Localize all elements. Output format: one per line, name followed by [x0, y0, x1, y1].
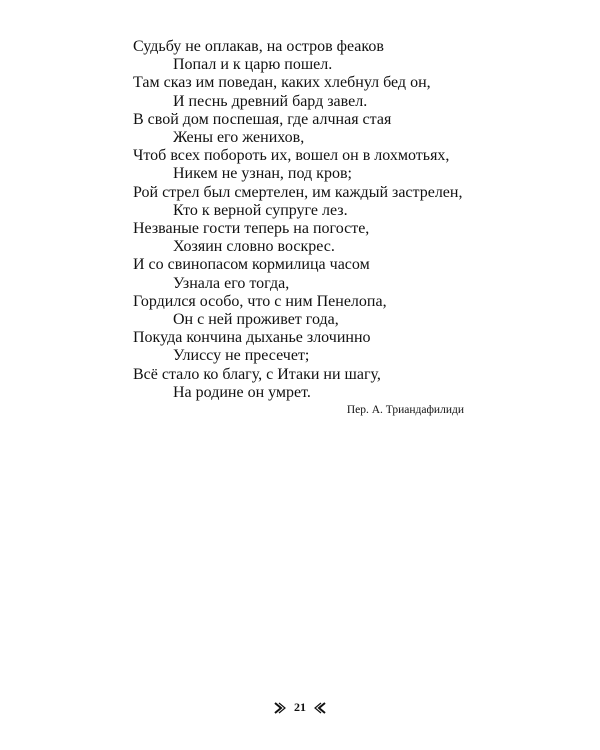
poem-line: Чтоб всех побороть их, вошел он в лохмотьях, — [133, 147, 450, 165]
right-chevron-ornament-icon — [274, 702, 286, 714]
translator-credit: Пер. А. Триандафилиди — [346, 404, 464, 416]
poem-line: Судьбу не оплакав, на остров феаков — [133, 38, 384, 55]
poem — [133, 38, 493, 402]
poem-line: И со свинопасом кормилица часом — [133, 256, 370, 274]
page-number: 21 — [294, 700, 306, 714]
left-chevron-ornament-icon — [314, 702, 326, 714]
poem-line: На родине он умрет. — [173, 383, 311, 401]
poem-line: В свой дом поспешая, где алчная стая — [133, 110, 392, 128]
poem-line: Рой стрел был смертелен, им каждый застрелен, — [133, 183, 463, 201]
poem-line: Жены его женихов, — [173, 129, 305, 147]
page-footer — [0, 700, 600, 715]
poem-line: Улиссу не пресечет; — [173, 347, 310, 365]
poem-line: Незваные гости теперь на погосте, — [133, 220, 370, 238]
poem-line: Попал и к царю пошел. — [173, 56, 333, 74]
poem-line: Узнала его тогда, — [173, 274, 290, 292]
poem-line: И песнь древний бард завел. — [173, 92, 368, 110]
poem-line: Всё стало ко благу, с Итаки ни шагу, — [133, 365, 381, 383]
poem-line: Покуда кончина дыханье злочинно — [133, 329, 371, 347]
poem-line: Там сказ им поведан, каких хлебнул бед он, — [133, 74, 431, 92]
poem-line: Гордился особо, что с ним Пенелопа, — [133, 292, 387, 310]
poem-line: Кто к верной супруге лез. — [173, 201, 348, 219]
poem-line: Хозяин словно воскрес. — [173, 238, 335, 256]
poem-line: Никем не узнан, под кров; — [173, 165, 352, 183]
poem-line: Он с ней проживет года, — [173, 311, 339, 329]
